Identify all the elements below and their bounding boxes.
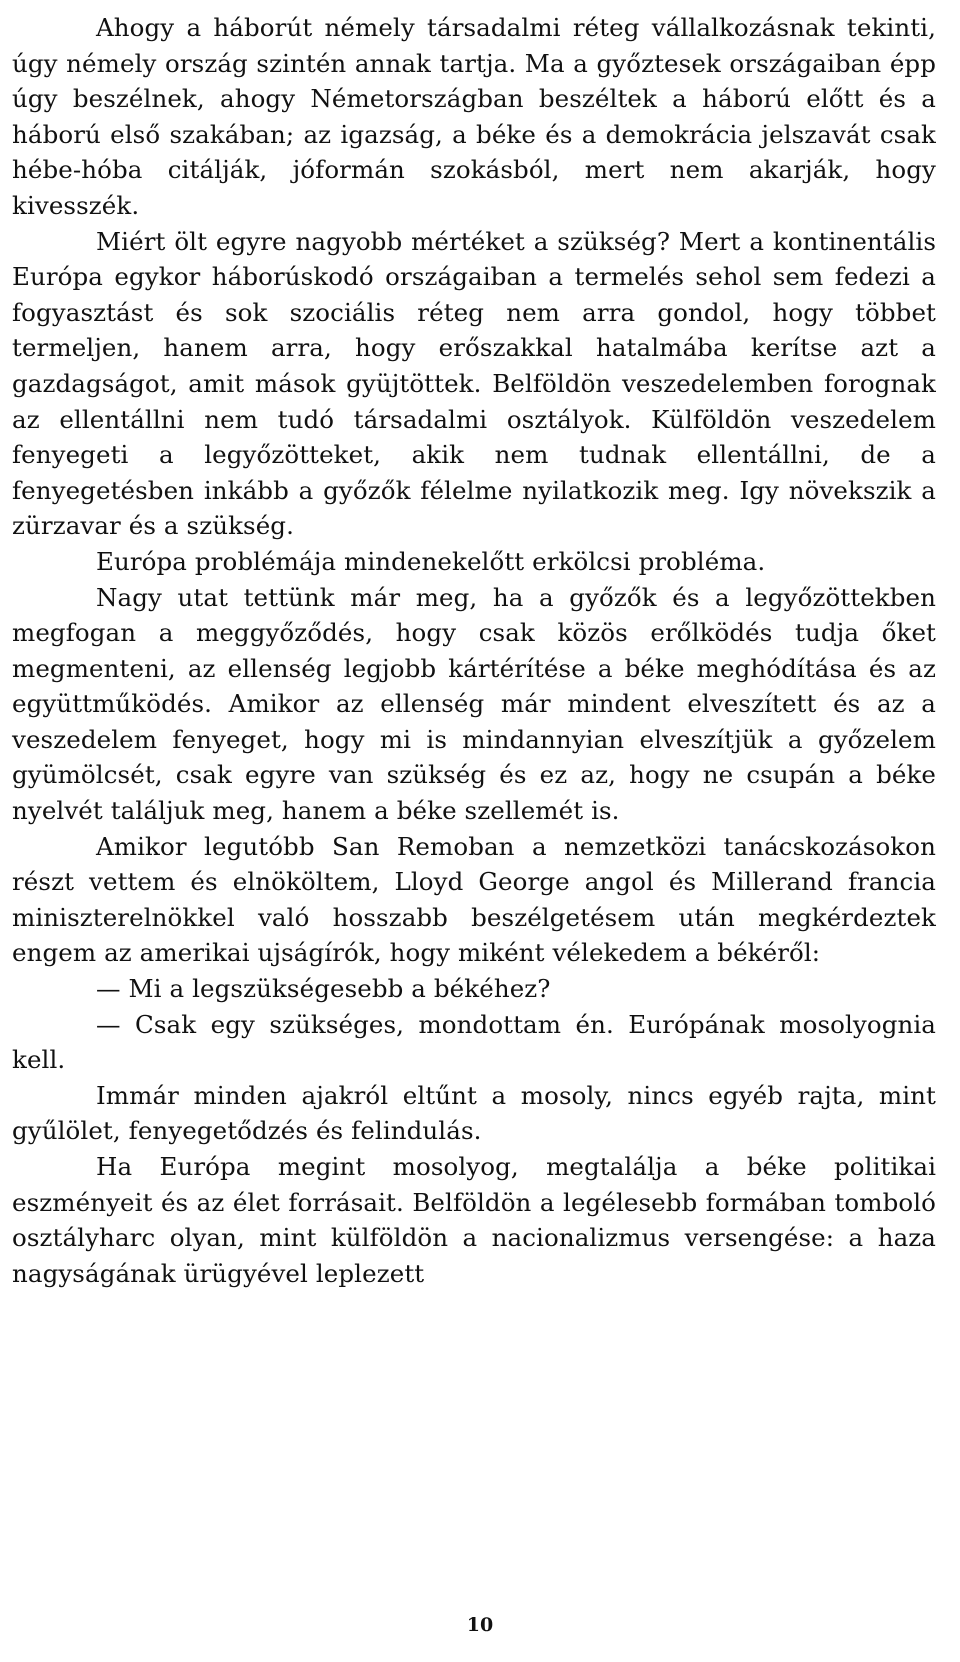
body-text [12, 10, 936, 1291]
paragraph-4: Nagy utat tettünk már meg, ha a győzők és a legyőzöttekben megfogan a meggyőződés, hogy csak közös erőlködés tudja őket megmenteni, az ellenség legjobb kártérítése a béke meghódítása és az együttműködés. Amikor az ellenség már mindent elveszített és az a veszedelem fenyeget, hogy mi is mindannyian elveszítjük a győzelem gyümölcsét, csak egyre van szükség és ez az, hogy ne csupán a béke nyelvét találjuk meg, hanem a béke szellemét is. [12, 582, 936, 826]
page-body [12, 10, 936, 1291]
paragraph-5: Amikor legutóbb San Remoban a nemzetközi tanácskozásokon részt vettem és elnököltem, Lloyd George angol és Millerand francia miniszterelnökkel való hosszabb beszélgetésem után megkérdeztek engem az amerikai ujságírók, hogy miként vélekedem a békéről: [12, 831, 936, 968]
paragraph-3: Európa problémája mindenekelőtt erkölcsi probléma. [96, 546, 766, 576]
paragraph-1: Ahogy a háborút némely társadalmi réteg vállalkozásnak tekinti, úgy némely ország szintén annak tartja. Ma a győztesek országaiban épp úgy beszélnek, ahogy Németországban beszéltek a háború előtt és a háború első szakában; az igazság, a béke és a demokrácia jelszavát csak hébe-hóba citálják, jóformán szokásból, mert nem akarják, hogy kivesszék. [12, 13, 936, 220]
paragraph-2: Miért ölt egyre nagyobb mértéket a szükség? Mert a kontinentális Európa egykor háborúskodó országaiban a termelés sehol sem fedezi a fogyasztást és sok szociális réteg nem arra gondol, hogy többet termeljen, hanem arra, hogy erőszakkal hatalmába kerítse azt a gazdagságot, amit mások gyüjtöttek. Belföldön veszedelemben forognak az ellentállni nem tudó társadalmi osztályok. Külföldön veszedelem fenyegeti a legyőzötteket, akik nem tudnak ellentállni, de a fenyegetésben inkább a győzők félelme nyilatkozik meg. Igy növekszik a zürzavar és a szükség. [12, 226, 936, 541]
dialogue-answer: — Csak egy szükséges, mondottam én. Európának mosolyognia kell. [12, 1009, 936, 1075]
dialogue-question: — Mi a legszükségesebb a békéhez? [96, 974, 551, 1004]
page-number: 10 [466, 1614, 494, 1636]
paragraph-8: Immár minden ajakról eltűnt a mosoly, nincs egyéb rajta, mint gyűlölet, fenyegetődzés és felindulás. [12, 1080, 936, 1146]
paragraph-9: Ha Európa megint mosolyog, megtalálja a béke politikai eszményeit és az élet forrásait. Belföldön a legélesebb formában tomboló osztályharc olyan, mint külföldön a nacionalizmus versengése: a haza nagyságának ürügyével leplezett [12, 1152, 936, 1288]
